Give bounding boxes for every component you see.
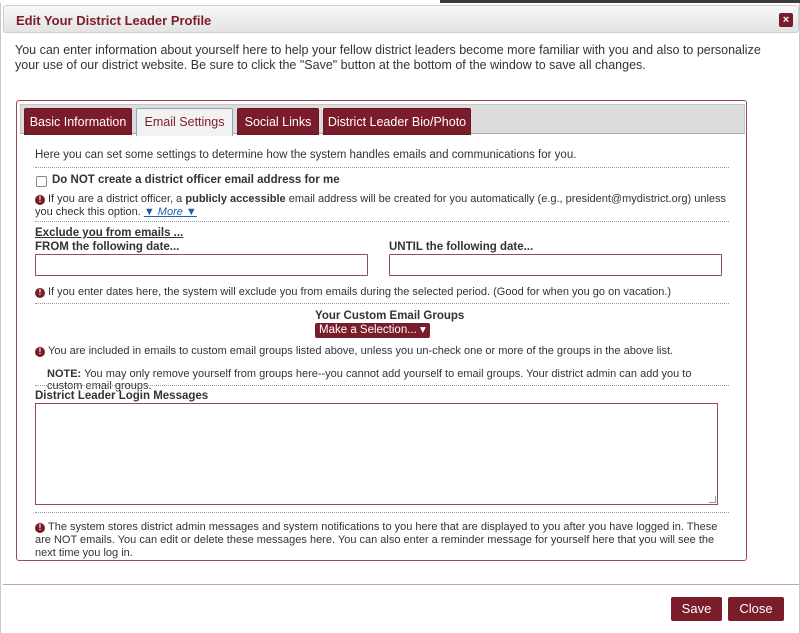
no-officer-email-label: Do NOT create a district officer email address for me bbox=[52, 174, 340, 186]
more-link[interactable]: ▼ More ▼ bbox=[143, 206, 197, 218]
custom-groups-label: Your Custom Email Groups bbox=[315, 310, 465, 322]
until-date-input[interactable] bbox=[389, 254, 722, 276]
exclude-info: ! If you enter dates here, the system will exclude you from emails during the selected period. (Good for when you go on vacation.) bbox=[35, 286, 671, 298]
login-messages-info: ! The system stores district admin messages and system notifications to you here that are displayed to you after you have logged in. These are NOT emails. You can edit or delete these messages here. You can also enter a reminder message for yourself here that you will see the next time you log in. bbox=[35, 521, 718, 559]
footer-divider bbox=[3, 584, 799, 585]
tab-email-settings[interactable]: Email Settings bbox=[136, 108, 233, 136]
email-settings-intro: Here you can set some settings to determine how the system handles emails and communications for you. bbox=[35, 149, 577, 161]
divider bbox=[35, 221, 729, 222]
exclude-heading: Exclude you from emails ... bbox=[35, 227, 184, 239]
custom-groups-info: ! You are included in emails to custom email groups listed above, unless you un-check one or more of the groups in the above list. bbox=[35, 345, 673, 357]
info-icon: ! bbox=[35, 195, 45, 205]
dialog-title: Edit Your District Leader Profile bbox=[16, 13, 212, 28]
tab-social-links[interactable]: Social Links bbox=[237, 108, 319, 135]
dialog-titlebar[interactable] bbox=[3, 5, 799, 33]
dialog-intro: You can enter information about yourself here to help your fellow district leaders become more familiar with you and also to personalize your use of our district website. Be sure to click the "Save" button at the bottom of the window to save all changes. bbox=[15, 43, 761, 72]
custom-groups-dropdown[interactable]: Make a Selection... ▾ bbox=[315, 323, 430, 338]
resize-handle[interactable] bbox=[709, 496, 716, 503]
close-button[interactable]: Close bbox=[728, 597, 784, 621]
save-button[interactable]: Save bbox=[671, 597, 722, 621]
info-icon: ! bbox=[35, 523, 45, 533]
no-officer-email-checkbox[interactable] bbox=[36, 176, 47, 187]
tab-bar bbox=[20, 104, 745, 134]
custom-groups-note: NOTE: You may only remove yourself from groups here--you cannot add yourself to email groups. Your district admin can add you to custom email groups. bbox=[47, 368, 692, 392]
divider bbox=[35, 167, 729, 168]
from-date-label: FROM the following date... bbox=[35, 241, 180, 253]
tab-basic-information[interactable]: Basic Information bbox=[24, 108, 132, 135]
divider bbox=[35, 303, 729, 304]
login-messages-textarea[interactable] bbox=[35, 403, 718, 505]
until-date-label: UNTIL the following date... bbox=[389, 241, 534, 253]
officer-email-info: ! If you are a district officer, a publicly accessible email address will be created for you automatically (e.g., president@mydistrict.org) unless you check this option. ▼ More ▼ bbox=[35, 193, 727, 218]
info-icon: ! bbox=[35, 288, 45, 298]
login-messages-label: District Leader Login Messages bbox=[35, 390, 209, 402]
caret-down-icon: ▾ bbox=[420, 324, 426, 336]
tab-district-leader-bio-photo[interactable]: District Leader Bio/Photo bbox=[323, 108, 471, 135]
close-icon[interactable]: × bbox=[779, 13, 793, 27]
from-date-input[interactable] bbox=[35, 254, 368, 276]
profile-tabs-panel bbox=[16, 100, 747, 561]
info-icon: ! bbox=[35, 347, 45, 357]
divider bbox=[35, 512, 729, 513]
divider bbox=[35, 385, 729, 386]
profile-dialog bbox=[0, 3, 800, 633]
